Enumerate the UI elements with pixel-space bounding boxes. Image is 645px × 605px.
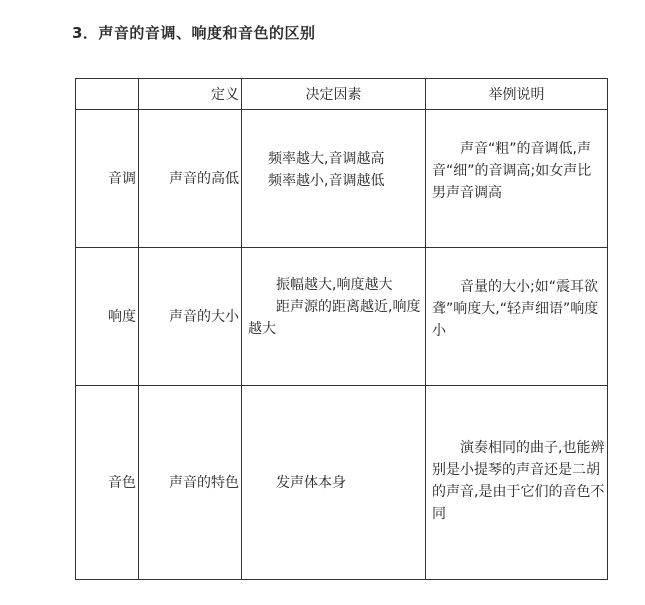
row-definition: 声音的大小 <box>139 248 242 386</box>
section-title: 3．声音的音调、响度和音色的区别 <box>72 24 316 42</box>
factor-line: 振幅越大,响度越大 <box>276 276 393 293</box>
header-factors: 决定因素 <box>242 79 426 110</box>
row-name: 音色 <box>76 386 139 580</box>
row-example <box>426 386 608 580</box>
row-example <box>426 248 608 386</box>
row-example <box>426 110 608 248</box>
header-example: 举例说明 <box>426 79 608 110</box>
row-definition: 声音的特色 <box>139 386 242 580</box>
example-text: 音量的大小;如“震耳欲聋”响度大,“轻声细语”响度小 <box>432 278 599 339</box>
row-factors <box>242 386 426 580</box>
factor-line: 频率越小,音调越低 <box>268 172 385 189</box>
table-row <box>76 110 608 248</box>
factor-line: 频率越大,音调越高 <box>268 150 385 167</box>
header-blank <box>76 79 139 110</box>
header-row <box>76 79 608 110</box>
row-factors <box>242 248 426 386</box>
row-name: 音调 <box>76 110 139 248</box>
table-row <box>76 248 608 386</box>
row-definition: 声音的高低 <box>139 110 242 248</box>
table-row <box>76 386 608 580</box>
comparison-table <box>75 78 608 580</box>
header-definition: 定义 <box>139 79 242 110</box>
factor-line: 距声源的距离越近,响度越大 <box>248 298 421 337</box>
example-text: 演奏相同的曲子,也能辨别是小提琴的声音还是二胡的声音,是由于它们的音色不同 <box>432 439 605 522</box>
example-text: 声音“粗”的音调低,声音“细”的音调高;如女声比男声音调高 <box>432 140 592 201</box>
factor-line: 发声体本身 <box>276 474 346 491</box>
row-factors <box>242 110 426 248</box>
row-name: 响度 <box>76 248 139 386</box>
